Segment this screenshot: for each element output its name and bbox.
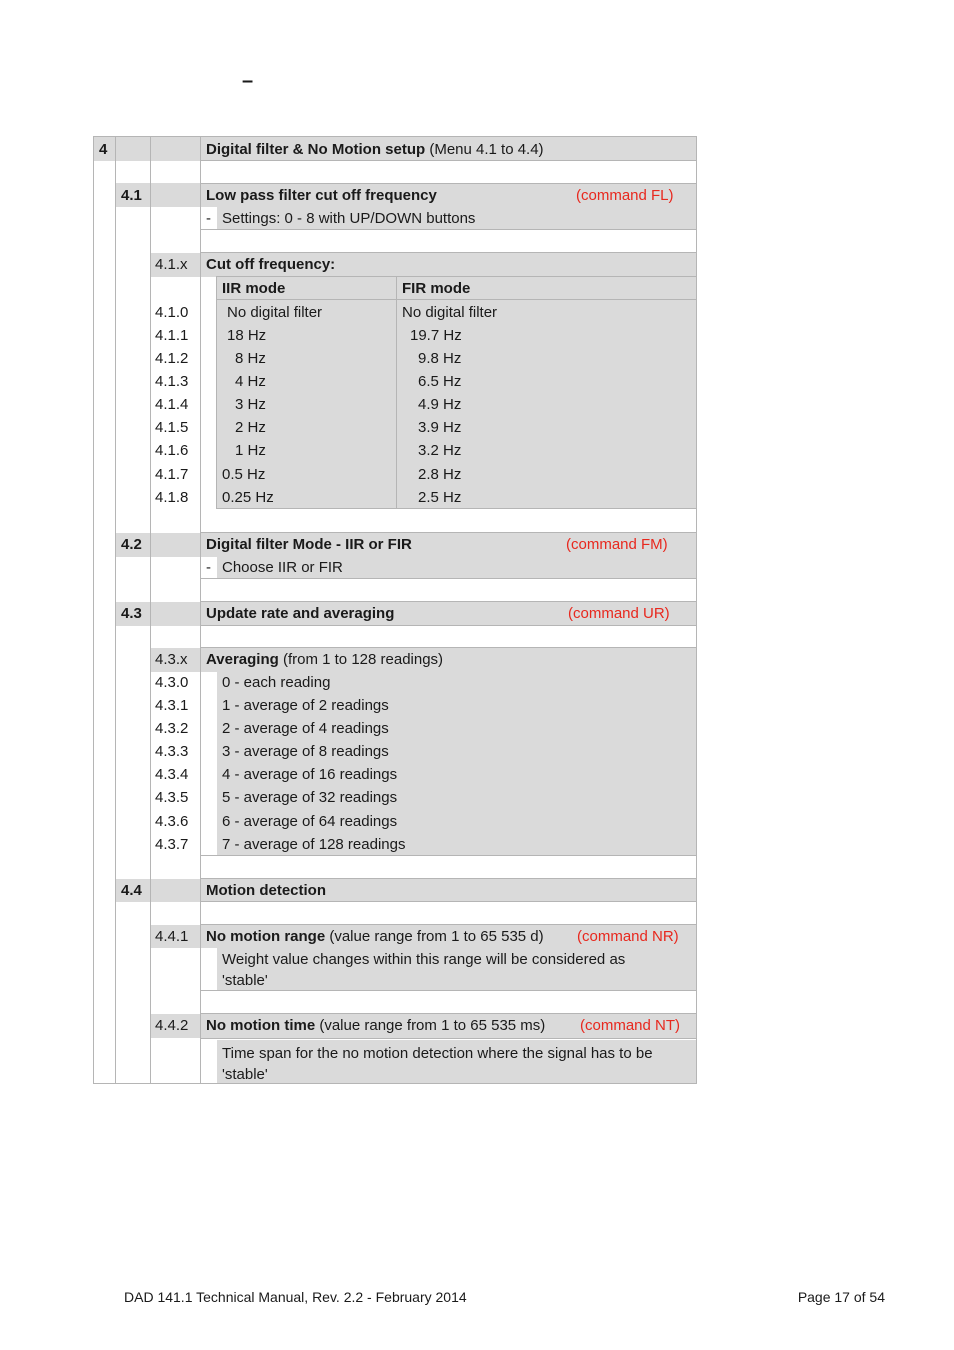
- avg-code: 4.3.4: [155, 766, 189, 783]
- fir-mode-header: FIR mode: [402, 280, 471, 297]
- command-ur: (command UR): [568, 605, 670, 622]
- freq-code: 4.1.4: [155, 396, 189, 413]
- no-motion-range-title: [206, 928, 544, 946]
- iir-value: No digital filter: [227, 304, 323, 321]
- freq-table-left-border: [216, 276, 217, 509]
- fir-value: 19.7 Hz: [410, 327, 462, 344]
- row-divider: [217, 508, 696, 509]
- no-motion-range-code: 4.4.1: [155, 928, 189, 945]
- no-motion-range-description: Weight value changes within this range will be considered as 'stable': [222, 951, 626, 989]
- avg-code: 4.3.7: [155, 836, 189, 853]
- iir-value: 4 Hz: [235, 373, 266, 390]
- section-title-suffix: (Menu 4.1 to 4.4): [429, 141, 544, 158]
- iir-value: 0.5 Hz: [222, 466, 266, 483]
- fir-value: 3.2 Hz: [418, 442, 462, 459]
- freq-table-mid-border: [396, 276, 397, 509]
- avg-text: 6 - average of 64 readings: [222, 813, 398, 830]
- row-divider: [201, 252, 696, 253]
- row-divider: [201, 160, 696, 161]
- choose-dash: -: [206, 559, 211, 576]
- menu-4-4-number: 4.4: [121, 882, 142, 899]
- row-divider: [201, 901, 696, 902]
- freq-code: 4.1.1: [155, 327, 189, 344]
- cutoff-code: 4.1.x: [155, 256, 188, 273]
- header-mark: –: [242, 70, 254, 92]
- fir-value: 2.8 Hz: [418, 466, 462, 483]
- menu-4-2-number: 4.2: [121, 536, 142, 553]
- avg-code: 4.3.2: [155, 720, 189, 737]
- menu-4-1-number: 4.1: [121, 187, 142, 204]
- row-divider: [201, 532, 696, 533]
- iir-value: 1 Hz: [235, 442, 266, 459]
- averaging-code: 4.3.x: [155, 651, 188, 668]
- settings-dash: -: [206, 210, 211, 227]
- fir-value: No digital filter: [402, 304, 498, 321]
- avg-code: 4.3.1: [155, 697, 189, 714]
- iir-value: 2 Hz: [235, 419, 266, 436]
- averaging-title: [206, 651, 443, 669]
- row-divider: [201, 924, 696, 925]
- settings-text: Settings: 0 - 8 with UP/DOWN buttons: [222, 210, 476, 227]
- choose-text: Choose IIR or FIR: [222, 559, 343, 576]
- freq-code: 4.1.6: [155, 442, 189, 459]
- section-title-text: Digital filter & No Motion setup: [206, 141, 426, 158]
- row-divider: [201, 878, 696, 879]
- no-motion-time-label: No motion time: [206, 1017, 316, 1034]
- iir-mode-header: IIR mode: [222, 280, 286, 297]
- row-divider: [201, 578, 696, 579]
- no-motion-time-code: 4.4.2: [155, 1017, 189, 1034]
- no-motion-time-description: Time span for the no motion detection where the signal has to be 'stable': [222, 1045, 653, 1083]
- footer-document-title: DAD 141.1 Technical Manual, Rev. 2.2 - February 2014: [124, 1289, 467, 1305]
- command-fm: (command FM): [566, 536, 668, 553]
- avg-code: 4.3.0: [155, 674, 189, 691]
- menu-4-3-title: Update rate and averaging: [206, 605, 395, 622]
- row-divider: [217, 299, 696, 300]
- section-title: [206, 141, 544, 159]
- row-divider: [201, 647, 696, 648]
- avg-text: 0 - each reading: [222, 674, 331, 691]
- iir-value: 18 Hz: [227, 327, 267, 344]
- avg-code: 4.3.5: [155, 789, 189, 806]
- no-motion-time-title: [206, 1017, 545, 1035]
- averaging-title-text: Averaging: [206, 651, 279, 668]
- cutoff-title: Cut off frequency:: [206, 256, 336, 273]
- menu-4-2-title: Digital filter Mode - IIR or FIR: [206, 536, 412, 553]
- avg-text: 1 - average of 2 readings: [222, 697, 389, 714]
- iir-value: 8 Hz: [235, 350, 266, 367]
- command-nt: (command NT): [580, 1017, 681, 1034]
- menu-4-1-title: Low pass filter cut off frequency: [206, 187, 437, 204]
- row-divider: [201, 183, 696, 184]
- freq-code: 4.1.7: [155, 466, 189, 483]
- avg-code: 4.3.3: [155, 743, 189, 760]
- fir-value: 4.9 Hz: [418, 396, 462, 413]
- avg-text: 5 - average of 32 readings: [222, 789, 398, 806]
- freq-code: 4.1.2: [155, 350, 189, 367]
- row-divider: [201, 229, 696, 230]
- iir-value: 0.25 Hz: [222, 489, 274, 506]
- avg-text: 7 - average of 128 readings: [222, 836, 406, 853]
- fir-value: 6.5 Hz: [418, 373, 462, 390]
- avg-text: 3 - average of 8 readings: [222, 743, 389, 760]
- row-divider: [201, 601, 696, 602]
- col-divider: [200, 136, 201, 1084]
- fir-value: 3.9 Hz: [418, 419, 462, 436]
- col-divider: [150, 136, 151, 1084]
- freq-code: 4.1.5: [155, 419, 189, 436]
- section-number: 4: [99, 141, 108, 158]
- iir-value: 3 Hz: [235, 396, 266, 413]
- freq-code: 4.1.8: [155, 489, 189, 506]
- row-divider: [201, 855, 696, 856]
- no-motion-time-suffix: (value range from 1 to 65 535 ms): [319, 1017, 546, 1034]
- avg-code: 4.3.6: [155, 813, 189, 830]
- averaging-title-suffix: (from 1 to 128 readings): [282, 651, 444, 668]
- menu-4-3-number: 4.3: [121, 605, 142, 622]
- row-divider: [201, 1038, 696, 1039]
- fir-value: 9.8 Hz: [418, 350, 462, 367]
- no-motion-range-label: No motion range: [206, 928, 326, 945]
- row-divider: [201, 625, 696, 626]
- col-divider: [115, 136, 116, 1084]
- avg-text: 4 - average of 16 readings: [222, 766, 398, 783]
- freq-code: 4.1.0: [155, 304, 189, 321]
- footer-page-number: Page 17 of 54: [797, 1289, 885, 1305]
- avg-text: 2 - average of 4 readings: [222, 720, 389, 737]
- menu-4-4-title: Motion detection: [206, 882, 326, 899]
- command-nr: (command NR): [577, 928, 679, 945]
- command-fl: (command FL): [576, 187, 674, 204]
- freq-code: 4.1.3: [155, 373, 189, 390]
- row-divider: [217, 276, 696, 277]
- no-motion-range-suffix: (value range from 1 to 65 535 d): [329, 928, 544, 945]
- fir-value: 2.5 Hz: [418, 489, 462, 506]
- row-divider: [201, 1013, 696, 1014]
